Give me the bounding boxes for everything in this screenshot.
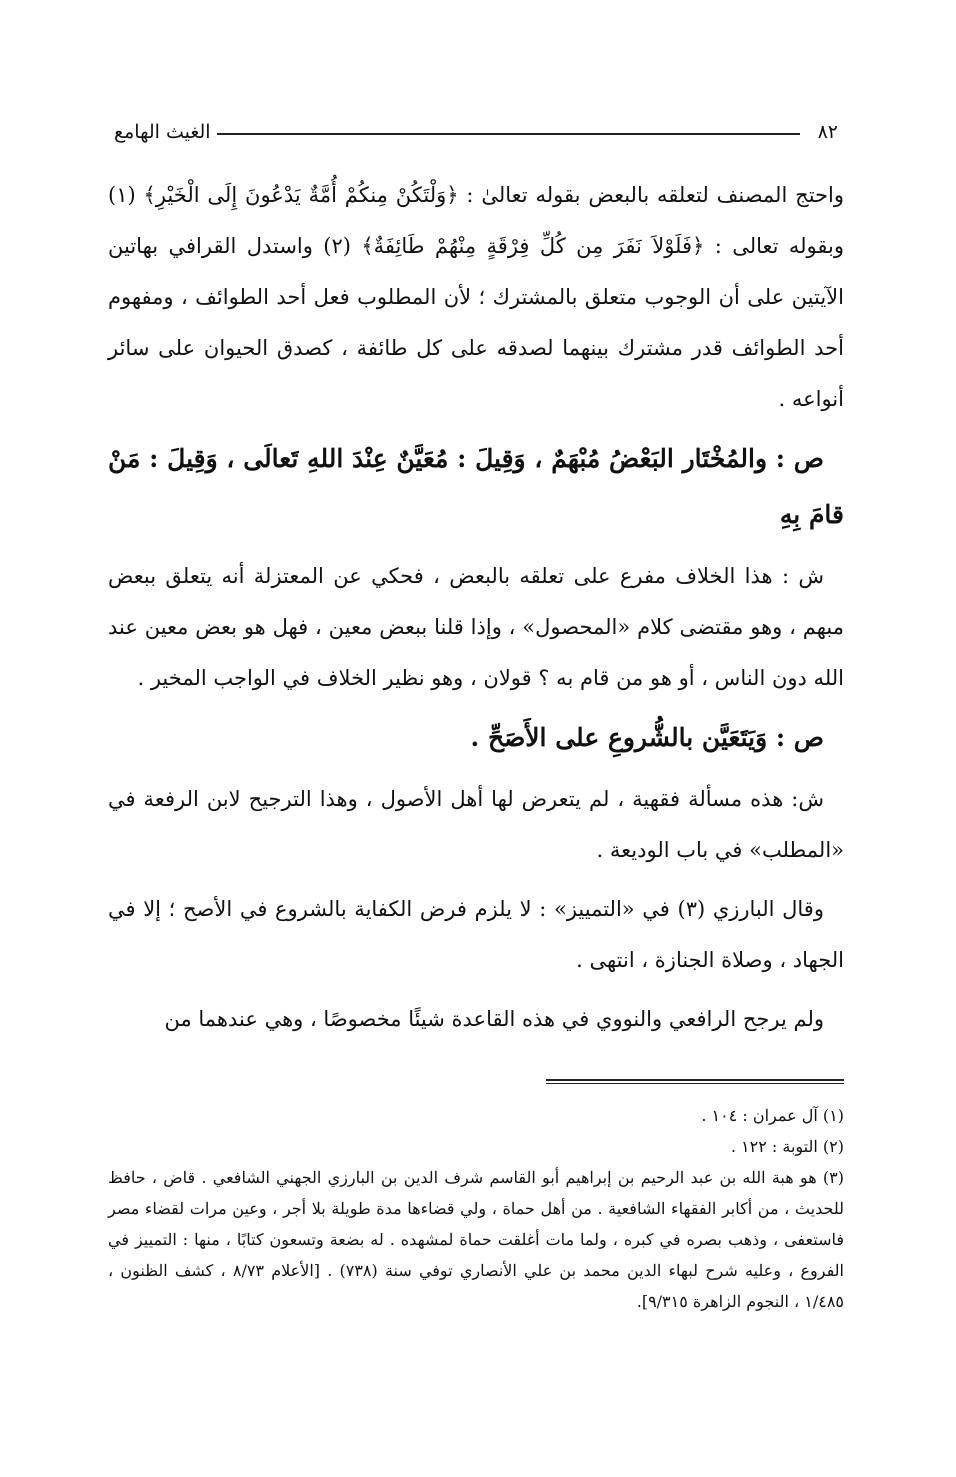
footnote-2: (٢) التوبة : ١٢٢ . — [730, 1137, 844, 1156]
page-number: ٨٢ — [812, 121, 844, 143]
matn-rule-2: ص : وَيَتَعَيَّن بالشُّروعِ على الأَصَحِّ . — [470, 723, 824, 752]
footnote-separator — [546, 1079, 844, 1084]
main-text — [108, 170, 844, 1045]
paragraph-2: ش : هذا الخلاف مفرع على تعلقه بالبعض ، فحكي عن المعتزلة أنه يتعلق ببعض مبهم ، وهو مقتضى كلام «المحصول» ، وإذا قلنا ببعض معين ، فهل هو بعض معين عند الله دون الناس ، أو هو من قام به ؟ قولان ، وهو نظير الخلاف في الواجب المخير . — [108, 564, 844, 690]
paragraph-1: واحتج المصنف لتعلقه بالبعض بقوله تعالىٰ : ﴿وَلْتَكُنْ مِنكُمْ أُمَّةٌ يَدْعُونَ إِلَى الْخَيْرِ﴾ (١) وبقوله تعالى : ﴿فَلَوْلاَ نَفَرَ مِن كُلِّ فِرْقَةٍ مِنْهُمْ طَائِفَةٌ﴾ (٢) واستدل القرافي بهاتين الآيتين على أن الوجوب متعلق بالمشترك ؛ لأن المطلوب فعل أحد الطوائف ، ومفهوم أحد الطوائف قدر مشترك بينهما لصدقه على كل طائفة ، كصدق الحيوان على سائر أنواعه . — [108, 183, 844, 411]
running-title: الغيث الهامع — [108, 121, 217, 143]
paragraph-4: وقال البارزي (٣) في «التمييز» : لا يلزم فرض الكفاية بالشروع في الأصح ؛ إلا في الجهاد ، وصلاة الجنازة ، انتهى . — [108, 897, 844, 972]
paragraph-3: ش: هذه مسألة فقهية ، لم يتعرض لها أهل الأصول ، وهذا الترجيح لابن الرفعة في «المطلب» في باب الوديعة . — [108, 787, 844, 862]
footnote-3: (٣) هو هبة الله بن عبد الرحيم بن إبراهيم أبو القاسم شرف الدين بن البارزي الجهني الشافعي . قاض ، حافظ للحديث ، من أكابر الفقهاء الشافعية . من أهل حماة ، ولي قضاءها مدة طويلة بلا أجر ، وعين مرات لقضاء مصر فاستعفى ، وذهب بصره في كبره ، ولما مات أغلقت حماة لمشهده . له بضعة وتسعون كتابًا ، منها : التمييز في الفروع ، وعليه شرح لبهاء الدين محمد بن علي الأنصاري توفي سنة (٧٣٨) . [الأعلام ٨/٧٣ ، كشف الظنون ، ١/٤٨٥ ، النجوم الزاهرة ٩/٣١٥]. — [108, 1168, 845, 1311]
book-page — [108, 112, 844, 1462]
footnotes — [108, 1100, 844, 1317]
paragraph-5: ولم يرجح الرافعي والنووي في هذه القاعدة شيئًا مخصوصًا ، وهي عندهما من — [164, 1007, 824, 1031]
footnote-1: (١) آل عمران : ١٠٤ . — [701, 1106, 844, 1125]
page-header — [108, 112, 844, 152]
header-rule — [200, 133, 800, 135]
matn-rule-1: ص : والمُخْتَار البَعْضُ مُبْهَمٌ ، وَقِيلَ : مُعَيَّنٌ عِنْدَ اللهِ تَعالَى ، وَقِيلَ : مَنْ قامَ بِهِ — [108, 444, 844, 529]
